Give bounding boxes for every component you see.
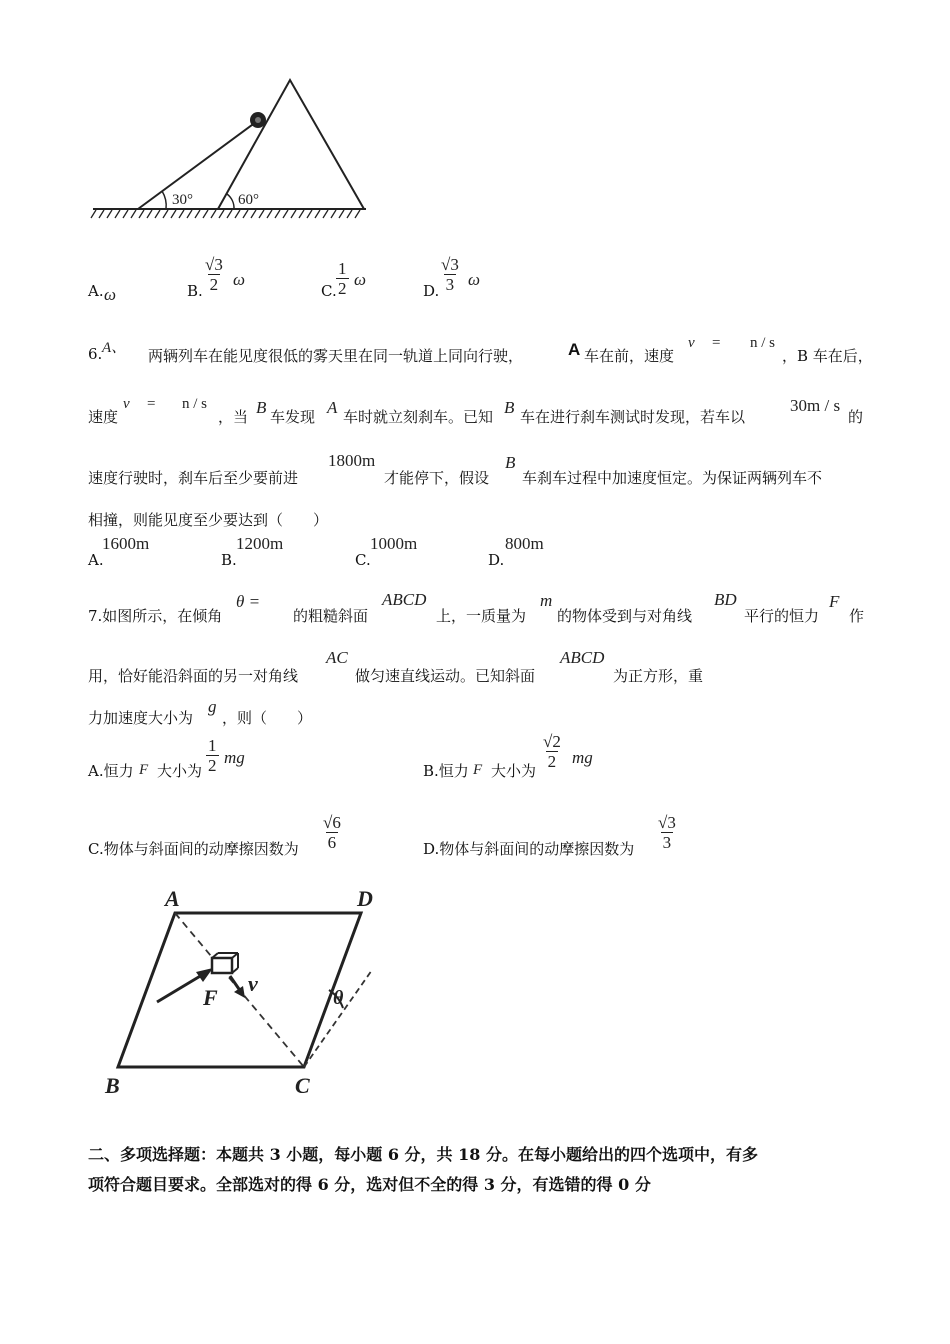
q6-line2-text2: ，当 <box>218 408 249 426</box>
q7-m: m <box>540 591 553 610</box>
q6-va-unit: n / s <box>750 335 776 351</box>
q6-option-a-value: 1600m <box>102 534 150 553</box>
q7-option-b-text: B.恒力 <box>423 762 469 780</box>
q7-fig-label-a: A <box>165 886 180 911</box>
q5-option-c-fraction: $\frac{1}{2}$ <box>338 259 347 298</box>
q6-line1-text1: 两辆列车在能见度很低的雾天里在同一轨道上同向行驶， <box>148 347 524 365</box>
q7-option-a-text2: 大小为 <box>157 762 203 780</box>
q6-distance: 1800m <box>328 451 376 470</box>
q5-angle-60: 60° <box>238 192 259 208</box>
q7-ac: AC <box>326 648 348 667</box>
q5-angle-30: 30° <box>172 192 193 208</box>
q6-line2-text5: 车在进行刹车测试时发现，若车以 <box>520 408 746 426</box>
q5-option-a-label: A. <box>88 282 104 300</box>
q6-line2-text4: 车时就立刻刹车。已知 <box>343 408 494 426</box>
q6-option-d-value: 800m <box>505 534 544 553</box>
q6-line3-text3: 车刹车过程中加速度恒定。为保证两辆列车不 <box>522 469 823 487</box>
q7-option-a-fraction: $\frac{1}{2}$ <box>208 736 217 775</box>
q6-option-c-value: 1000m <box>370 534 418 553</box>
section2-line2: 项符合题目要求。全部选对的得 6 分，选对但不全的得 3 分，有选错的得 0 分 <box>88 1175 651 1194</box>
q7-option-d-fraction: $\frac{√3}{3}$ <box>658 813 676 852</box>
q7-fig-label-d: D <box>357 886 373 911</box>
q5-option-c-omega: ω <box>354 270 367 289</box>
section2-line1: 二、多项选择题：本题共 3 小题，每小题 6 分，共 18 分。在每小题给出的四个选项中，有多 <box>88 1145 758 1164</box>
q7-option-c-text: C.物体与斜面间的动摩擦因数为 <box>88 840 299 858</box>
q7-option-a-mg: mg <box>224 748 245 767</box>
q6-vb-unit: n / s <box>182 396 208 412</box>
q6-line1-text2: 车在前，速度 <box>584 347 675 365</box>
q7-option-a-text: A.恒力 <box>88 762 134 780</box>
q6-va-symbol: v <box>688 335 695 351</box>
section2-heading <box>88 1140 878 1200</box>
q7-line1-text5: 平行的恒力 <box>744 607 820 625</box>
q7-line2-text2: 做匀速直线运动。已知斜面 <box>355 667 536 685</box>
q6-a-bold: A <box>568 340 581 359</box>
q7-option-b-mg: mg <box>572 748 593 767</box>
q7-fig-label-f: F <box>203 985 218 1010</box>
q6-line2-text1: 速度 <box>88 408 119 426</box>
q6-line3-text1: 速度行驶时，刹车后至少要前进 <box>88 469 299 487</box>
q6-option-b-value: 1200m <box>236 534 284 553</box>
q7-option-b-f: F <box>473 762 483 778</box>
q6-vb-equals: = <box>147 396 156 412</box>
q6-va-equals: = <box>712 335 721 351</box>
q7-option-b-text2: 大小为 <box>491 762 537 780</box>
q7-fig-label-theta: θ <box>333 987 344 1009</box>
q7-line3-text1: 力加速度大小为 <box>88 709 194 727</box>
q6-b-2: B <box>504 398 515 417</box>
q5-figure <box>88 72 373 220</box>
q5-option-b-label: B. <box>187 282 203 300</box>
q6-speed: 30m / s <box>790 396 841 415</box>
q7-line1-text6: 作 <box>849 607 865 625</box>
q7-option-c-fraction: $\frac{√6}{6}$ <box>323 813 341 852</box>
q6-line2-text3: 车发现 <box>270 408 316 426</box>
q7-theta-eq: θ = <box>236 592 261 611</box>
q7-line1-text1: 7.如图所示，在倾角 <box>88 607 223 625</box>
q7-line1-text2: 的粗糙斜面 <box>293 607 369 625</box>
q6-line3-text2: 才能停下，假设 <box>384 469 490 487</box>
q6-option-a-label: A. <box>88 551 104 569</box>
q7-option-b-fraction: $\frac{√2}{2}$ <box>543 732 561 771</box>
q7-line2-text3: 为正方形，重 <box>613 667 704 685</box>
q7-line1-text3: 上，一质量为 <box>436 607 527 625</box>
q5-option-d-label: D. <box>423 282 440 300</box>
q6-option-d-label: D. <box>488 551 505 569</box>
q7-line3-text2: ，则（ ） <box>222 709 313 727</box>
q6-b-3: B <box>505 453 516 472</box>
q6-number: 6. <box>88 345 103 363</box>
q5-option-a-value: ω <box>104 285 117 304</box>
q6-line2-text6: 的 <box>848 408 864 426</box>
q6-option-b-label: B. <box>221 551 237 569</box>
q5-option-b-fraction: $\frac{√3}{2}$ <box>205 255 223 294</box>
q6-a-1: A <box>327 398 338 417</box>
q7-abcd-1: ABCD <box>382 590 427 609</box>
q6-a-glyph: A、 <box>102 340 127 356</box>
q7-option-a-f: F <box>139 762 149 778</box>
q6-line1-text3: ，B 车在后， <box>782 347 873 365</box>
q6-b-1: B <box>256 398 267 417</box>
q5-option-d-fraction: $\frac{√3}{3}$ <box>441 255 459 294</box>
q6-line4: 相撞，则能见度至少要达到（ ） <box>88 511 329 529</box>
q6-option-c-label: C. <box>355 551 371 569</box>
q7-f-1: F <box>829 592 840 611</box>
q7-option-d-text: D.物体与斜面间的动摩擦因数为 <box>423 840 635 858</box>
q7-line1-text4: 的物体受到与对角线 <box>557 607 693 625</box>
q7-abcd-2: ABCD <box>560 648 605 667</box>
q7-fig-label-c: C <box>295 1073 310 1098</box>
q7-figure <box>95 880 395 1105</box>
q7-bd: BD <box>714 590 737 609</box>
q7-fig-label-v: v <box>248 971 258 996</box>
q7-g: g <box>208 697 217 716</box>
q7-fig-label-b: B <box>105 1073 120 1098</box>
q5-option-b-omega: ω <box>233 270 246 289</box>
q6-vb-symbol: v <box>123 396 130 412</box>
q5-option-d-omega: ω <box>468 270 481 289</box>
q5-option-c-label: C. <box>321 282 337 300</box>
q7-line2-text1: 用，恰好能沿斜面的另一对角线 <box>88 667 299 685</box>
